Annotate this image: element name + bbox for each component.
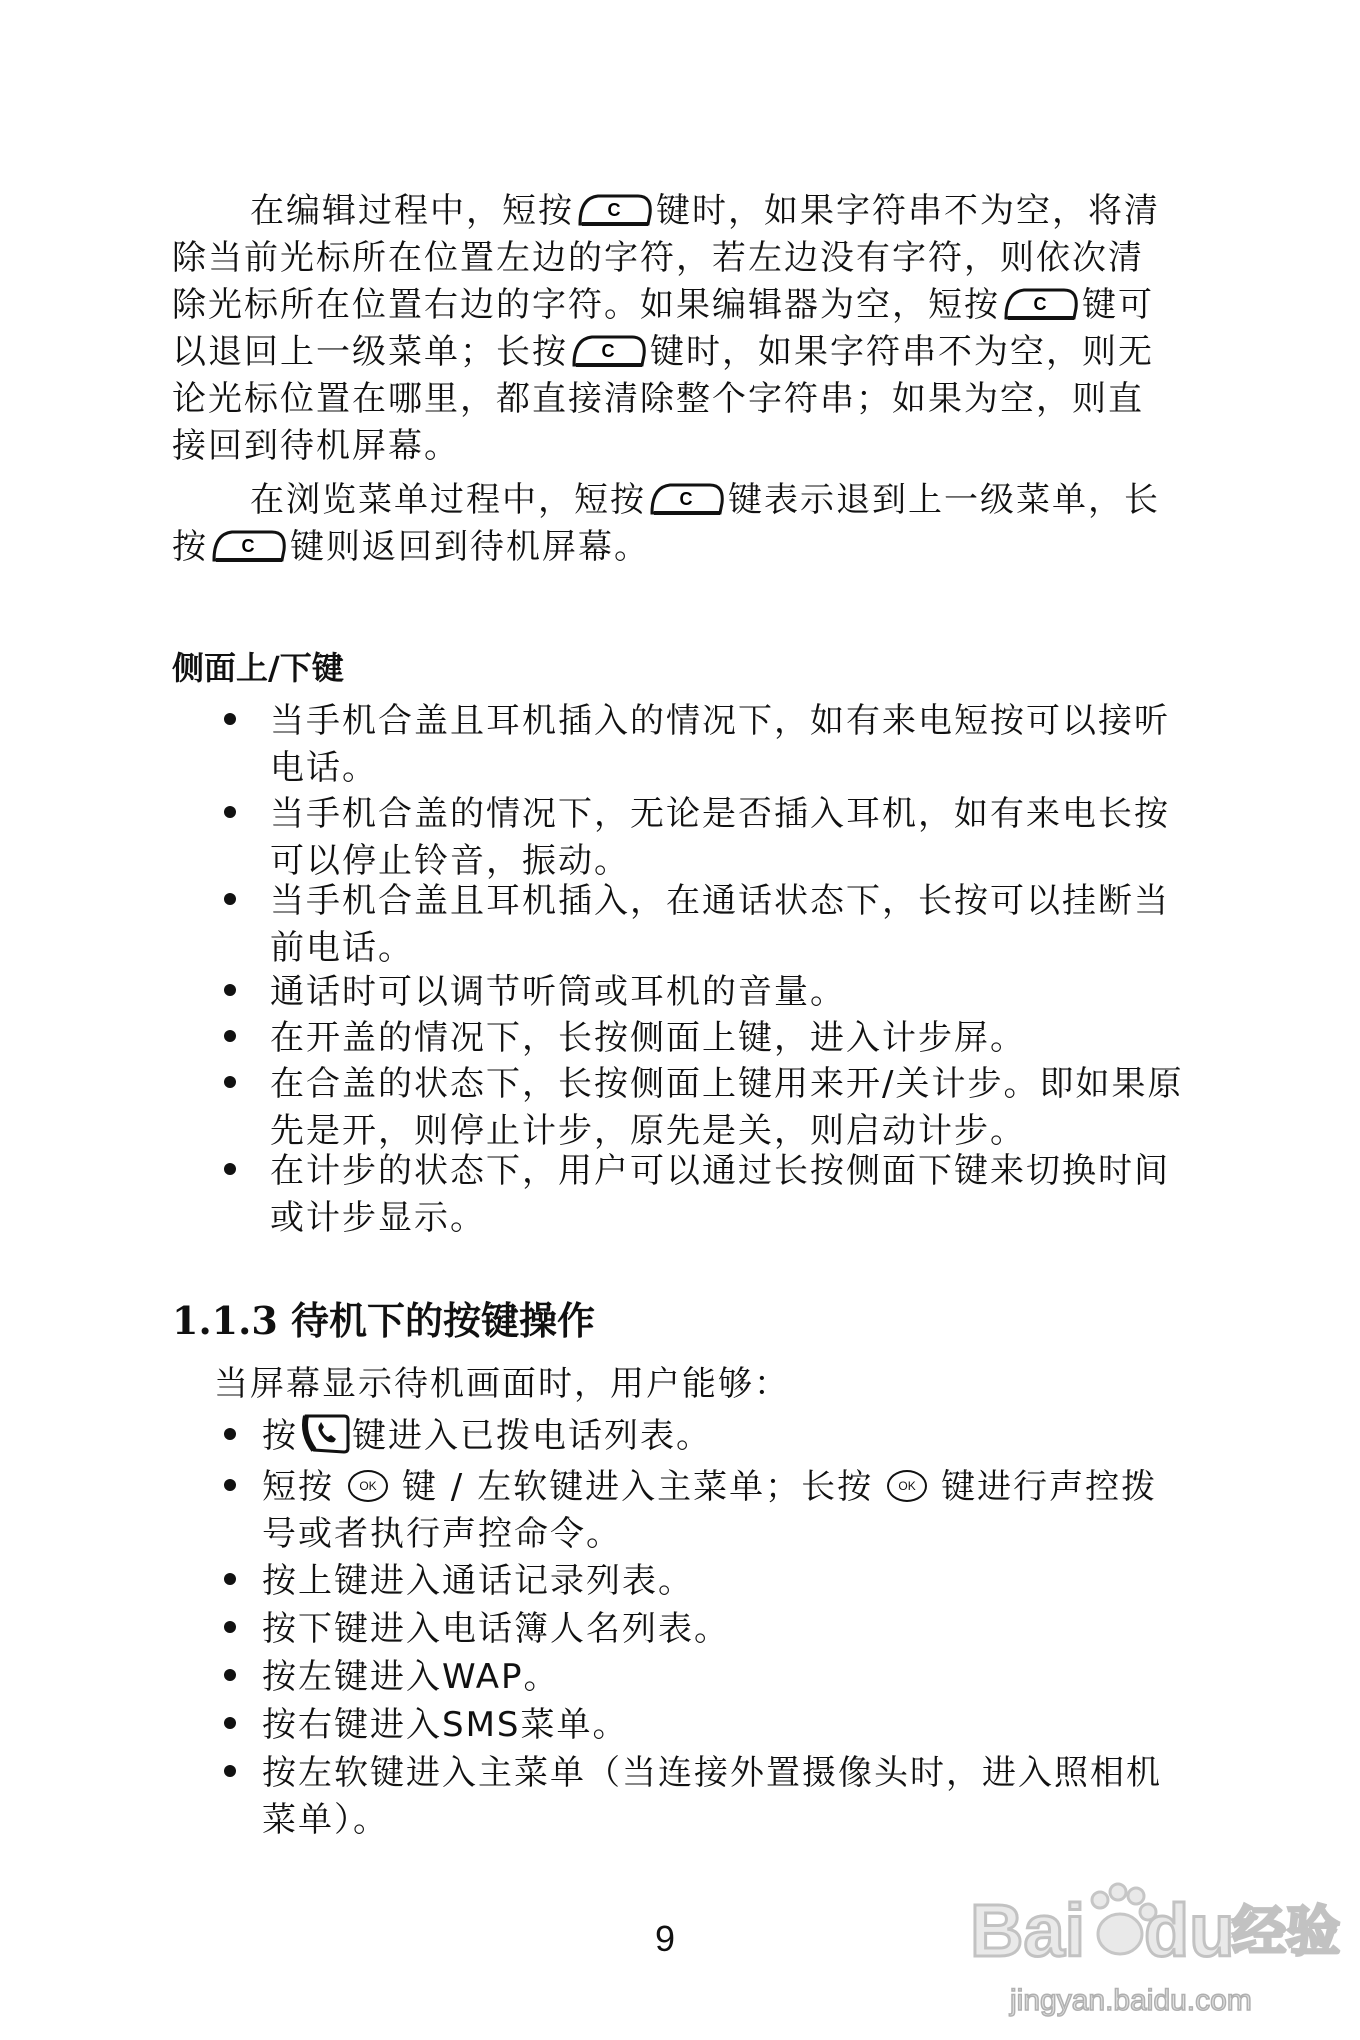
standby-item-2-cont: 号或者执行声控命令。 [262, 1514, 622, 1554]
side-item-7: 在计步的状态下，用户可以通过长按侧面下键来切换时间 [270, 1151, 1170, 1191]
text: 键时，如果字符串不为空，则无 [650, 332, 1154, 372]
standby-item-5: 按左键进入WAP。 [262, 1657, 560, 1697]
c-key-icon [576, 192, 654, 228]
side-item-3: 当手机合盖且耳机插入，在通话状态下，长按可以挂断当 [270, 881, 1170, 921]
page-number: 9 [655, 1918, 676, 1959]
standby-intro: 当屏幕显示待机画面时，用户能够： [214, 1364, 790, 1404]
text: 在编辑过程中，短按 [250, 191, 574, 231]
svg-text:经验: 经验 [1232, 1900, 1340, 1963]
side-item-7-cont: 或计步显示。 [270, 1198, 486, 1238]
bullet-dot [224, 984, 236, 996]
svg-text:C: C [679, 488, 695, 509]
c-key-icon [570, 333, 648, 369]
svg-text:jingyan.baidu.com: jingyan.baidu.com [1010, 1984, 1252, 2017]
text: 按 [172, 527, 208, 567]
side-item-6-cont: 先是开，则停止计步，原先是关，则启动计步。 [270, 1111, 1026, 1151]
standby-item-2 [262, 1461, 1282, 1513]
svg-text:C: C [607, 199, 623, 220]
standby-item-6: 按右键进入SMS菜单。 [262, 1705, 629, 1745]
para1-line3 [172, 279, 1192, 331]
baidu-jingyan-watermark [950, 1860, 1340, 2030]
para2-line1 [250, 474, 1270, 526]
svg-text:C: C [601, 340, 617, 361]
ok-key-icon: OK [348, 1470, 388, 1502]
section-heading-side-keys: 侧面上/下键 [172, 649, 344, 687]
side-item-6: 在合盖的状态下，长按侧面上键用来开/关计步。即如果原 [270, 1064, 1184, 1104]
para1-line6: 接回到待机屏幕。 [172, 426, 460, 466]
bullet-dot [224, 1076, 236, 1088]
c-key-icon [648, 481, 726, 517]
text: 键表示退到上一级菜单，长 [728, 480, 1160, 520]
bullet-dot [224, 1717, 236, 1729]
text: 键进行声控拨 [941, 1467, 1158, 1507]
c-key-icon [1002, 286, 1080, 322]
bullet-dot [224, 1669, 236, 1681]
standby-item-4: 按下键进入电话簿人名列表。 [262, 1609, 730, 1649]
ok-key-icon: OK [887, 1470, 927, 1502]
svg-text:du: du [1144, 1889, 1235, 1972]
side-item-4: 通话时可以调节听筒或耳机的音量。 [270, 972, 846, 1012]
standby-item-3: 按上键进入通话记录列表。 [262, 1561, 694, 1601]
side-item-5: 在开盖的情况下，长按侧面上键，进入计步屏。 [270, 1018, 1026, 1058]
text: 短按 [262, 1467, 334, 1507]
para1-line4 [172, 326, 1192, 378]
bullet-dot [224, 713, 236, 725]
bullet-dot [224, 1765, 236, 1777]
side-item-2: 当手机合盖的情况下，无论是否插入耳机，如有来电长按 [270, 794, 1170, 834]
bullet-dot [224, 1479, 236, 1491]
side-item-3-cont: 前电话。 [270, 928, 414, 968]
c-key-icon [210, 528, 288, 564]
standby-item-7: 按左软键进入主菜单（当连接外置摄像头时，进入照相机 [262, 1753, 1162, 1793]
text: 键时，如果字符串不为空，将清 [656, 191, 1160, 231]
para2-line2 [172, 521, 1192, 573]
text: 键 / 左软键进入主菜单；长按 [402, 1467, 874, 1507]
bullet-dot [224, 806, 236, 818]
para1-line5: 论光标位置在哪里，都直接清除整个字符串；如果为空，则直 [172, 379, 1144, 419]
text: 除光标所在位置右边的字符。如果编辑器为空，短按 [172, 285, 1000, 325]
side-item-2-cont: 可以停止铃音，振动。 [270, 841, 630, 881]
bullet-dot [224, 1621, 236, 1633]
para1-line2: 除当前光标所在位置左边的字符，若左边没有字符，则依次清 [172, 238, 1144, 278]
bullet-dot [224, 1573, 236, 1585]
standby-item-7-cont: 菜单）。 [262, 1800, 389, 1840]
text: 键进入已拨电话列表。 [352, 1416, 712, 1456]
bullet-dot [224, 1030, 236, 1042]
standby-item-1 [262, 1410, 1282, 1462]
phone-send-key-icon [300, 1412, 350, 1456]
text: 在浏览菜单过程中，短按 [250, 480, 646, 520]
text: 键则返回到待机屏幕。 [290, 527, 650, 567]
text: 按 [262, 1416, 298, 1456]
bullet-dot [224, 893, 236, 905]
svg-text:Bai: Bai [970, 1889, 1086, 1972]
side-item-1: 当手机合盖且耳机插入的情况下，如有来电短按可以接听 [270, 701, 1170, 741]
text: 以退回上一级菜单；长按 [172, 332, 568, 372]
bullet-dot [224, 1428, 236, 1440]
bullet-dot [224, 1163, 236, 1175]
side-item-1-cont: 电话。 [270, 748, 378, 788]
text: 键可 [1082, 285, 1154, 325]
section-heading-standby: 1.1.3 待机下的按键操作 [172, 1298, 596, 1343]
svg-text:C: C [1033, 293, 1049, 314]
svg-text:C: C [241, 535, 257, 556]
para1-line1 [250, 185, 1270, 237]
